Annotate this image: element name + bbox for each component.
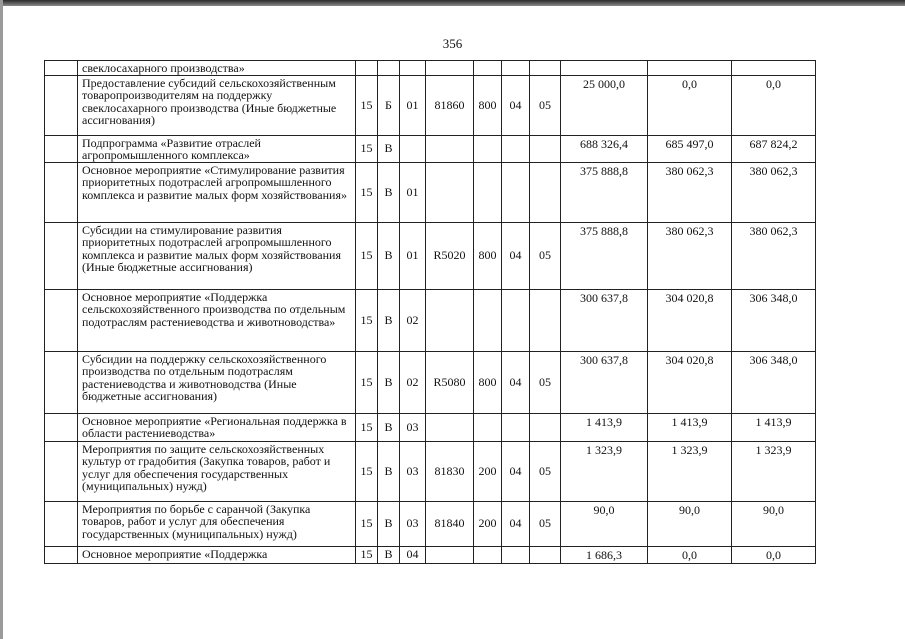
- item-name-cell: Субсидии на поддержку сельскохозяйственного производства по отдельным подотраслям растениеводства и животноводства (Иные бюджетные ассигнования): [78, 351, 356, 413]
- subsection-cell: [530, 135, 561, 162]
- subprogram-code-cell: В: [378, 289, 400, 351]
- amount-year3-cell: 1 413,9: [732, 413, 816, 441]
- direction-code-cell: [426, 61, 474, 76]
- expense-type-cell: 200: [474, 441, 502, 501]
- table-row: [45, 135, 816, 162]
- direction-code-cell: R5020: [426, 222, 474, 289]
- program-code-cell: 15: [356, 162, 378, 222]
- program-code-cell: 15: [356, 289, 378, 351]
- section-cell: 04: [502, 501, 530, 546]
- item-name-cell: свеклосахарного производства»: [78, 61, 356, 76]
- amount-year2-cell: 1 413,9: [648, 413, 732, 441]
- amount-year1-cell: 1 323,9: [561, 441, 648, 501]
- row-number-cell: [45, 75, 78, 135]
- subprogram-code-cell: В: [378, 135, 400, 162]
- subsection-cell: 05: [530, 351, 561, 413]
- budget-table: [44, 60, 816, 564]
- amount-year1-cell: 300 637,8: [561, 289, 648, 351]
- amount-year1-cell: 1 686,3: [561, 546, 648, 563]
- table-body: [45, 61, 816, 564]
- item-name-cell: Основное мероприятие «Региональная поддержка в области растениеводства»: [78, 413, 356, 441]
- table-row: [45, 546, 816, 563]
- direction-code-cell: [426, 413, 474, 441]
- expense-type-cell: [474, 289, 502, 351]
- amount-year3-cell: 306 348,0: [732, 351, 816, 413]
- table-row: [45, 289, 816, 351]
- direction-code-cell: [426, 162, 474, 222]
- section-cell: [502, 289, 530, 351]
- subsection-cell: 05: [530, 75, 561, 135]
- table-row: [45, 501, 816, 546]
- amount-year2-cell: 0,0: [648, 75, 732, 135]
- item-name-cell: Субсидии на стимулирование развития приоритетных подотраслей агропромышленного комплекса и развитие малых форм хозяйствования (Иные бюджетные ассигнования): [78, 222, 356, 289]
- section-cell: [502, 162, 530, 222]
- expense-type-cell: 800: [474, 75, 502, 135]
- row-number-cell: [45, 441, 78, 501]
- expense-type-cell: 800: [474, 351, 502, 413]
- amount-year2-cell: 380 062,3: [648, 222, 732, 289]
- main-event-code-cell: 03: [400, 441, 426, 501]
- direction-code-cell: R5080: [426, 351, 474, 413]
- amount-year3-cell: [732, 61, 816, 76]
- row-number-cell: [45, 135, 78, 162]
- direction-code-cell: 81840: [426, 501, 474, 546]
- expense-type-cell: 200: [474, 501, 502, 546]
- expense-type-cell: [474, 162, 502, 222]
- amount-year3-cell: 687 824,2: [732, 135, 816, 162]
- section-cell: 04: [502, 75, 530, 135]
- amount-year1-cell: 300 637,8: [561, 351, 648, 413]
- program-code-cell: 15: [356, 75, 378, 135]
- subprogram-code-cell: В: [378, 501, 400, 546]
- subprogram-code-cell: В: [378, 413, 400, 441]
- amount-year3-cell: 380 062,3: [732, 162, 816, 222]
- amount-year1-cell: 25 000,0: [561, 75, 648, 135]
- subsection-cell: 05: [530, 222, 561, 289]
- amount-year3-cell: 0,0: [732, 75, 816, 135]
- row-number-cell: [45, 546, 78, 563]
- expense-type-cell: [474, 413, 502, 441]
- direction-code-cell: [426, 546, 474, 563]
- main-event-code-cell: 03: [400, 501, 426, 546]
- amount-year1-cell: 688 326,4: [561, 135, 648, 162]
- scan-border-left: [0, 0, 3, 639]
- main-event-code-cell: 01: [400, 222, 426, 289]
- item-name-cell: Мероприятия по борьбе с саранчой (Закупка товаров, работ и услуг для обеспечения государственных (муниципальных) нужд): [78, 501, 356, 546]
- table-row: [45, 162, 816, 222]
- amount-year2-cell: [648, 61, 732, 76]
- amount-year1-cell: 375 888,8: [561, 222, 648, 289]
- direction-code-cell: 81860: [426, 75, 474, 135]
- subsection-cell: [530, 289, 561, 351]
- subprogram-code-cell: В: [378, 222, 400, 289]
- amount-year3-cell: 0,0: [732, 546, 816, 563]
- program-code-cell: 15: [356, 413, 378, 441]
- row-number-cell: [45, 501, 78, 546]
- subsection-cell: [530, 546, 561, 563]
- section-cell: 04: [502, 441, 530, 501]
- amount-year2-cell: 685 497,0: [648, 135, 732, 162]
- program-code-cell: 15: [356, 441, 378, 501]
- section-cell: 04: [502, 351, 530, 413]
- expense-type-cell: [474, 135, 502, 162]
- amount-year1-cell: 1 413,9: [561, 413, 648, 441]
- item-name-cell: Предоставление субсидий сельскохозяйственным товаропроизводителям на поддержку свеклосахарного производства (Иные бюджетные ассигнования): [78, 75, 356, 135]
- amount-year2-cell: 304 020,8: [648, 289, 732, 351]
- subprogram-code-cell: Б: [378, 75, 400, 135]
- subsection-cell: [530, 162, 561, 222]
- program-code-cell: [356, 61, 378, 76]
- item-name-cell: Основное мероприятие «Поддержка: [78, 546, 356, 563]
- main-event-code-cell: 03: [400, 413, 426, 441]
- item-name-cell: Подпрограмма «Развитие отраслей агропромышленного комплекса»: [78, 135, 356, 162]
- subsection-cell: 05: [530, 501, 561, 546]
- program-code-cell: 15: [356, 222, 378, 289]
- amount-year2-cell: 380 062,3: [648, 162, 732, 222]
- subsection-cell: [530, 61, 561, 76]
- section-cell: [502, 135, 530, 162]
- table-row: [45, 75, 816, 135]
- main-event-code-cell: [400, 135, 426, 162]
- amount-year2-cell: 90,0: [648, 501, 732, 546]
- subprogram-code-cell: В: [378, 351, 400, 413]
- subprogram-code-cell: В: [378, 441, 400, 501]
- main-event-code-cell: 02: [400, 289, 426, 351]
- direction-code-cell: 81830: [426, 441, 474, 501]
- direction-code-cell: [426, 135, 474, 162]
- program-code-cell: 15: [356, 501, 378, 546]
- expense-type-cell: 800: [474, 222, 502, 289]
- amount-year3-cell: 306 348,0: [732, 289, 816, 351]
- amount-year1-cell: 375 888,8: [561, 162, 648, 222]
- program-code-cell: 15: [356, 351, 378, 413]
- item-name-cell: Основное мероприятие «Стимулирование развития приоритетных подотраслей агропромышленного комплекса и развитие малых форм хозяйствования»: [78, 162, 356, 222]
- main-event-code-cell: 01: [400, 162, 426, 222]
- amount-year2-cell: 304 020,8: [648, 351, 732, 413]
- main-event-code-cell: 02: [400, 351, 426, 413]
- row-number-cell: [45, 162, 78, 222]
- table-row: [45, 351, 816, 413]
- section-cell: [502, 61, 530, 76]
- amount-year3-cell: 90,0: [732, 501, 816, 546]
- program-code-cell: 15: [356, 546, 378, 563]
- expense-type-cell: [474, 546, 502, 563]
- row-number-cell: [45, 222, 78, 289]
- amount-year3-cell: 1 323,9: [732, 441, 816, 501]
- subprogram-code-cell: В: [378, 546, 400, 563]
- direction-code-cell: [426, 289, 474, 351]
- scan-border-top: [0, 0, 905, 6]
- item-name-cell: Мероприятия по защите сельскохозяйственных культур от градобития (Закупка товаров, работ и услуг для обеспечения государственных (муниципальных) нужд): [78, 441, 356, 501]
- table-row: [45, 61, 816, 76]
- item-name-cell: Основное мероприятие «Поддержка сельскохозяйственного производства по отдельным подотраслям растениеводства и животноводства»: [78, 289, 356, 351]
- subsection-cell: [530, 413, 561, 441]
- table-row: [45, 222, 816, 289]
- row-number-cell: [45, 413, 78, 441]
- amount-year1-cell: 90,0: [561, 501, 648, 546]
- amount-year3-cell: 380 062,3: [732, 222, 816, 289]
- amount-year2-cell: 0,0: [648, 546, 732, 563]
- table-row: [45, 441, 816, 501]
- row-number-cell: [45, 61, 78, 76]
- row-number-cell: [45, 351, 78, 413]
- row-number-cell: [45, 289, 78, 351]
- program-code-cell: 15: [356, 135, 378, 162]
- main-event-code-cell: [400, 61, 426, 76]
- subprogram-code-cell: В: [378, 162, 400, 222]
- section-cell: [502, 546, 530, 563]
- amount-year2-cell: 1 323,9: [648, 441, 732, 501]
- table-row: [45, 413, 816, 441]
- amount-year1-cell: [561, 61, 648, 76]
- expense-type-cell: [474, 61, 502, 76]
- main-event-code-cell: 01: [400, 75, 426, 135]
- section-cell: 04: [502, 222, 530, 289]
- main-event-code-cell: 04: [400, 546, 426, 563]
- section-cell: [502, 413, 530, 441]
- page-number: 356: [442, 36, 463, 51]
- subsection-cell: 05: [530, 441, 561, 501]
- subprogram-code-cell: [378, 61, 400, 76]
